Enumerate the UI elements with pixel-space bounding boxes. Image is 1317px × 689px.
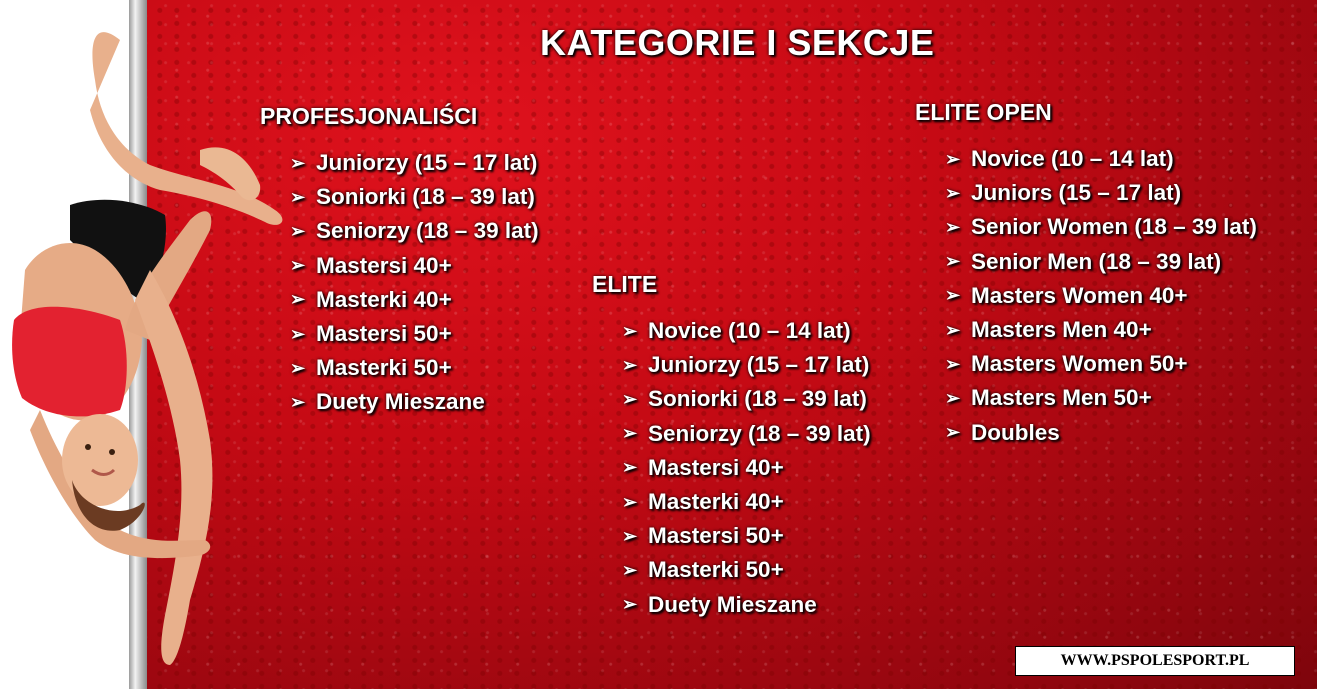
list-item — [290, 249, 539, 283]
list-item — [290, 317, 539, 351]
list-item — [290, 283, 539, 317]
list-item — [290, 146, 539, 180]
list-item-label: Juniorzy (15 – 17 lat) — [648, 352, 870, 378]
list-item-label: Masters Men 40+ — [971, 317, 1152, 343]
list-item-label: Soniorki (18 – 39 lat) — [648, 386, 867, 412]
list-item — [290, 385, 539, 419]
list-item — [945, 210, 1257, 244]
section-heading-profesjonalisci: PROFESJONALIŚCI — [260, 103, 478, 129]
list-item — [622, 519, 871, 553]
list-item-label: Mastersi 40+ — [316, 252, 452, 278]
arrow-bullet-icon: ➢ — [290, 391, 306, 412]
arrow-bullet-icon: ➢ — [290, 220, 306, 241]
arrow-bullet-icon: ➢ — [290, 255, 306, 276]
list-item — [622, 588, 871, 622]
list-item — [945, 279, 1257, 313]
arrow-bullet-icon: ➢ — [290, 186, 306, 207]
arrow-bullet-icon: ➢ — [622, 594, 638, 615]
category-list-elite — [622, 314, 871, 622]
list-item-label: Duety Mieszane — [648, 591, 817, 617]
list-item-label: Soniorki (18 – 39 lat) — [316, 184, 535, 210]
section-heading-elite-open: ELITE OPEN — [915, 99, 1052, 125]
arrow-bullet-icon: ➢ — [290, 289, 306, 310]
arrow-bullet-icon: ➢ — [945, 387, 961, 408]
list-item-label: Masters Men 50+ — [971, 385, 1152, 411]
list-item — [290, 180, 539, 214]
arrow-bullet-icon: ➢ — [622, 525, 638, 546]
arrow-bullet-icon: ➢ — [622, 354, 638, 375]
list-item-label: Novice (10 – 14 lat) — [648, 318, 851, 344]
list-item-label: Seniorzy (18 – 39 lat) — [648, 420, 871, 446]
arrow-bullet-icon: ➢ — [290, 323, 306, 344]
section-heading-elite: ELITE — [592, 271, 658, 297]
pole-dancer-image — [0, 0, 300, 689]
list-item — [290, 351, 539, 385]
list-item — [945, 313, 1257, 347]
list-item — [945, 347, 1257, 381]
arrow-bullet-icon: ➢ — [945, 216, 961, 237]
website-url-box[interactable] — [1015, 646, 1295, 676]
arrow-bullet-icon: ➢ — [945, 285, 961, 306]
list-item-label: Doubles — [971, 419, 1060, 445]
list-item — [622, 417, 871, 451]
arrow-bullet-icon: ➢ — [622, 320, 638, 341]
list-item-label: Masters Women 50+ — [971, 351, 1188, 377]
list-item — [622, 382, 871, 416]
list-item — [945, 142, 1257, 176]
list-item-label: Senior Women (18 – 39 lat) — [971, 214, 1257, 240]
list-item-label: Novice (10 – 14 lat) — [971, 146, 1174, 172]
list-item — [622, 314, 871, 348]
list-item-label: Masters Women 40+ — [971, 282, 1188, 308]
arrow-bullet-icon: ➢ — [945, 319, 961, 340]
arrow-bullet-icon: ➢ — [622, 423, 638, 444]
list-item — [945, 245, 1257, 279]
list-item-label: Mastersi 50+ — [316, 321, 452, 347]
list-item-label: Juniorzy (15 – 17 lat) — [316, 150, 538, 176]
list-item — [622, 451, 871, 485]
arrow-bullet-icon: ➢ — [622, 491, 638, 512]
list-item — [945, 176, 1257, 210]
arrow-bullet-icon: ➢ — [622, 457, 638, 478]
arrow-bullet-icon: ➢ — [622, 388, 638, 409]
list-item-label: Duety Mieszane — [316, 389, 485, 415]
list-item — [290, 214, 539, 248]
arrow-bullet-icon: ➢ — [290, 152, 306, 173]
list-item-label: Masterki 40+ — [648, 489, 784, 515]
list-item-label: Seniorzy (18 – 39 lat) — [316, 218, 539, 244]
category-list-elite-open — [945, 142, 1257, 450]
list-item — [622, 348, 871, 382]
arrow-bullet-icon: ➢ — [945, 251, 961, 272]
list-item-label: Senior Men (18 – 39 lat) — [971, 248, 1222, 274]
category-list-profesjonalisci — [290, 146, 539, 420]
arrow-bullet-icon: ➢ — [945, 148, 961, 169]
list-item — [622, 553, 871, 587]
list-item-label: Masterki 40+ — [316, 286, 452, 312]
list-item-label: Mastersi 50+ — [648, 523, 784, 549]
list-item-label: Masterki 50+ — [316, 355, 452, 381]
list-item — [945, 416, 1257, 450]
arrow-bullet-icon: ➢ — [945, 353, 961, 374]
list-item-label: Masterki 50+ — [648, 557, 784, 583]
website-url[interactable]: WWW.PSPOLESPORT.PL — [1060, 652, 1250, 669]
arrow-bullet-icon: ➢ — [945, 422, 961, 443]
arrow-bullet-icon: ➢ — [945, 182, 961, 203]
page-title: KATEGORIE I SEKCJE — [540, 22, 935, 63]
list-item — [622, 485, 871, 519]
list-item — [945, 381, 1257, 415]
arrow-bullet-icon: ➢ — [290, 357, 306, 378]
list-item-label: Mastersi 40+ — [648, 454, 784, 480]
arrow-bullet-icon: ➢ — [622, 559, 638, 580]
list-item-label: Juniors (15 – 17 lat) — [971, 180, 1182, 206]
